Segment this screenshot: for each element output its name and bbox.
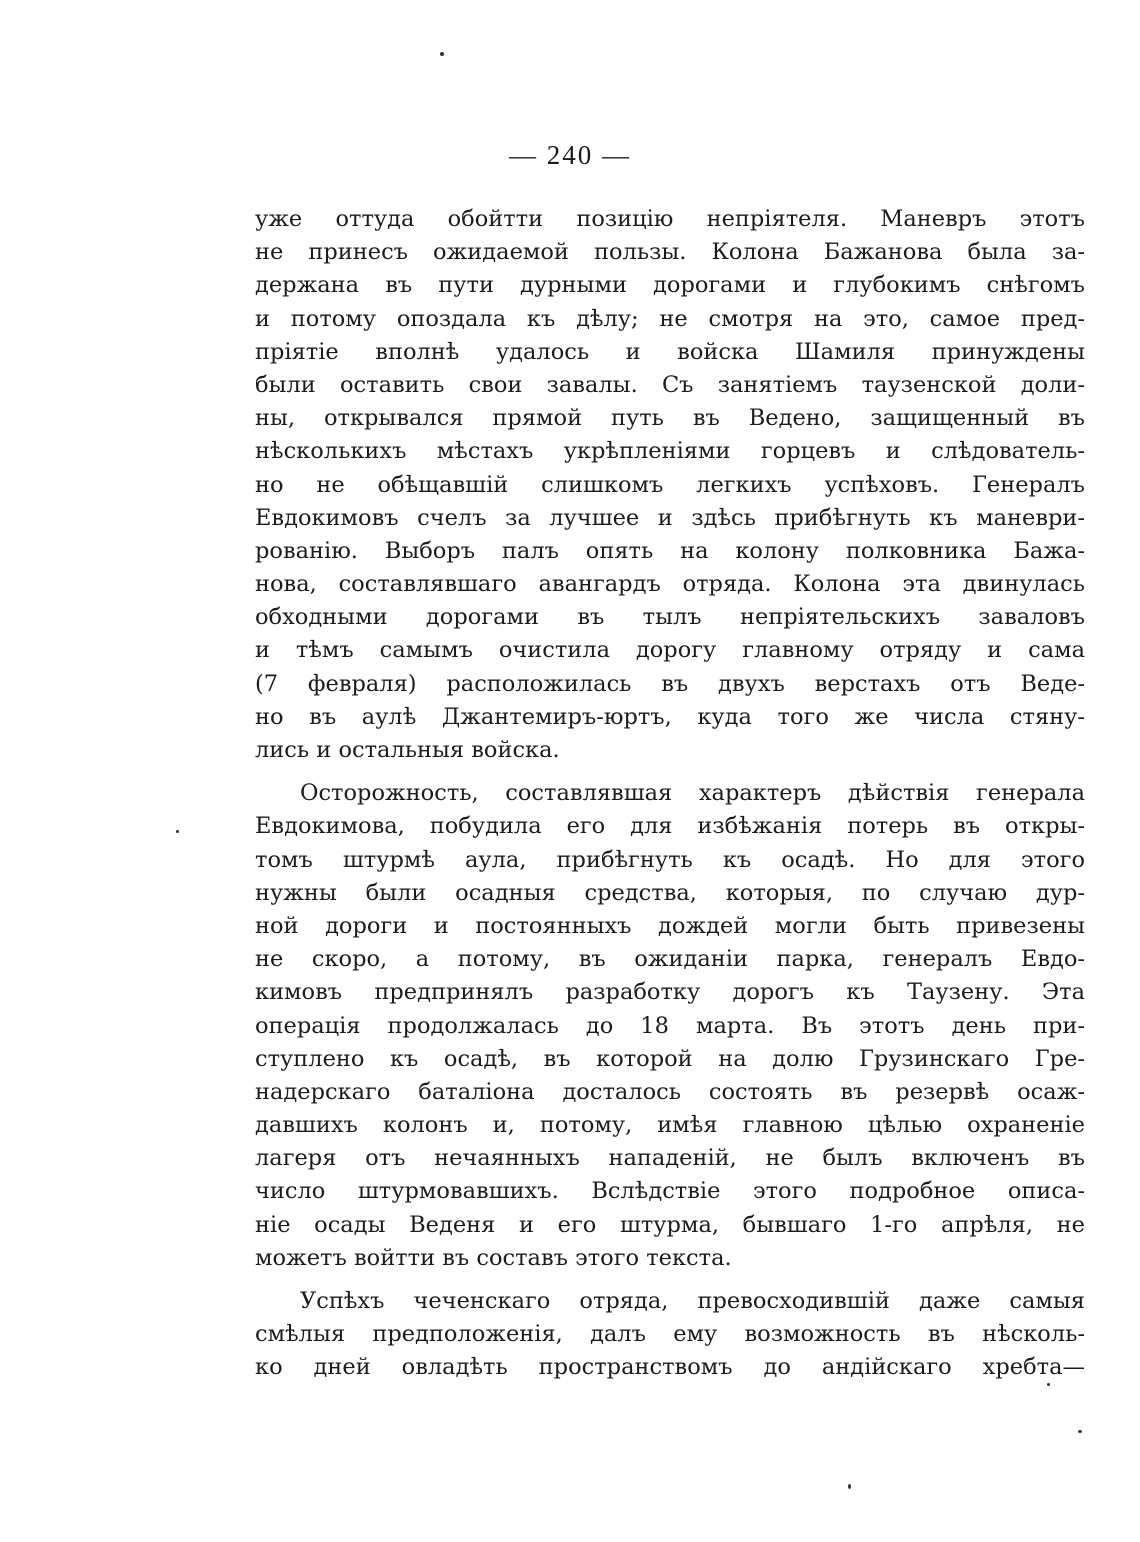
text-line: число штурмовавшихъ. Вслѣдствіе этого подробное описа- bbox=[255, 1178, 1085, 1205]
body-text bbox=[255, 203, 1085, 1395]
text-line: ніе осады Веденя и его штурма, бывшаго 1-го апрѣля, не bbox=[255, 1211, 1085, 1238]
text-line: ной дороги и постоянныхъ дождей могли быть привезены bbox=[255, 912, 1085, 939]
text-line: уже оттуда обойтти позицію непріятеля. Маневръ этотъ bbox=[255, 206, 1085, 232]
text-line: смѣлыя предположенія, далъ ему возможность въ нѣсколь- bbox=[255, 1321, 1085, 1348]
text-line: ко дней овладѣть пространствомъ до андійскаго хребта— bbox=[255, 1354, 1085, 1381]
text-line: можетъ войтти въ составъ этого текста. bbox=[255, 1244, 732, 1271]
scan-speck bbox=[1078, 1430, 1082, 1433]
text-line: лись и остальныя войска. bbox=[255, 737, 560, 763]
text-line: кимовъ предпринялъ разработку дорогъ къ Таузену. Эта bbox=[255, 979, 1085, 1006]
paragraph-1 bbox=[255, 203, 1085, 767]
text-line: держана въ пути дурными дорогами и глубокимъ снѣгомъ bbox=[255, 272, 1085, 299]
text-line: Евдокимова, побудила его для избѣжанія потерь въ откры- bbox=[255, 813, 1085, 840]
paragraph-3 bbox=[255, 1285, 1085, 1385]
text-line: Успѣхъ чеченскаго отряда, превосходившій даже самыя bbox=[300, 1288, 1085, 1314]
page-number: — 240 — bbox=[509, 140, 631, 170]
text-line: но не обѣщавшій слишкомъ легкихъ успѣховъ. Генералъ bbox=[255, 471, 1085, 498]
text-line: и потому опоздала къ дѣлу; не смотря на это, самое пред- bbox=[255, 305, 1085, 332]
scan-speck bbox=[1047, 1383, 1050, 1386]
text-line: Евдокимовъ счелъ за лучшее и здѣсь прибѣгнуть къ маневри- bbox=[255, 504, 1085, 531]
text-line: Осторожность, составлявшая характеръ дѣйствія генерала bbox=[300, 780, 1085, 807]
scan-speck bbox=[848, 1484, 851, 1489]
text-line: томъ штурмѣ аула, прибѣгнуть къ осадѣ. Но для этого bbox=[255, 846, 1085, 873]
text-line: были оставить свои завалы. Съ занятіемъ таузенской доли- bbox=[255, 371, 1085, 398]
text-line: не скоро, а потому, въ ожиданіи парка, генералъ Евдо- bbox=[255, 946, 1085, 973]
scan-speck bbox=[176, 830, 179, 833]
text-line: операція продолжалась до 18 марта. Въ этотъ день при- bbox=[255, 1012, 1085, 1039]
text-line: ны, открывался прямой путь въ Ведено, защищенный въ bbox=[255, 405, 1085, 432]
text-line: и тѣмъ самымъ очистила дорогу главному отряду и сама bbox=[255, 637, 1085, 664]
text-line: нужны были осадныя средства, которыя, по случаю дур- bbox=[255, 879, 1085, 906]
text-line: пріятіе вполнѣ удалось и войска Шамиля принуждены bbox=[255, 338, 1085, 365]
text-line: надерскаго баталіона досталось состоять въ резервѣ осаж- bbox=[255, 1078, 1085, 1105]
text-line: не принесъ ожидаемой пользы. Колона Бажанова была за- bbox=[255, 239, 1085, 266]
text-line: ступлено къ осадѣ, въ которой на долю Грузинскаго Гре- bbox=[255, 1045, 1085, 1072]
text-line: обходными дорогами въ тылъ непріятельскихъ заваловъ bbox=[255, 604, 1085, 631]
text-line: давшихъ колонъ и, потому, имѣя главною цѣлью охраненіе bbox=[255, 1112, 1085, 1139]
text-line: нѣсколькихъ мѣстахъ укрѣпленіями горцевъ и слѣдователь- bbox=[255, 438, 1085, 465]
text-line: нова, составлявшаго авангардъ отряда. Колона эта двинулась bbox=[255, 571, 1085, 598]
text-line: но въ аулѣ Джантемиръ-юртъ, куда того же числа стяну- bbox=[255, 703, 1085, 730]
text-line: рованію. Выборъ палъ опять на колону полковника Бажа- bbox=[255, 537, 1085, 564]
text-line: (7 февраля) расположилась въ двухъ верстахъ отъ Веде- bbox=[255, 670, 1085, 697]
paragraph-2 bbox=[255, 777, 1085, 1275]
text-line: лагеря отъ нечаянныхъ нападеній, не былъ включенъ въ bbox=[255, 1145, 1085, 1172]
scan-speck bbox=[440, 52, 444, 56]
